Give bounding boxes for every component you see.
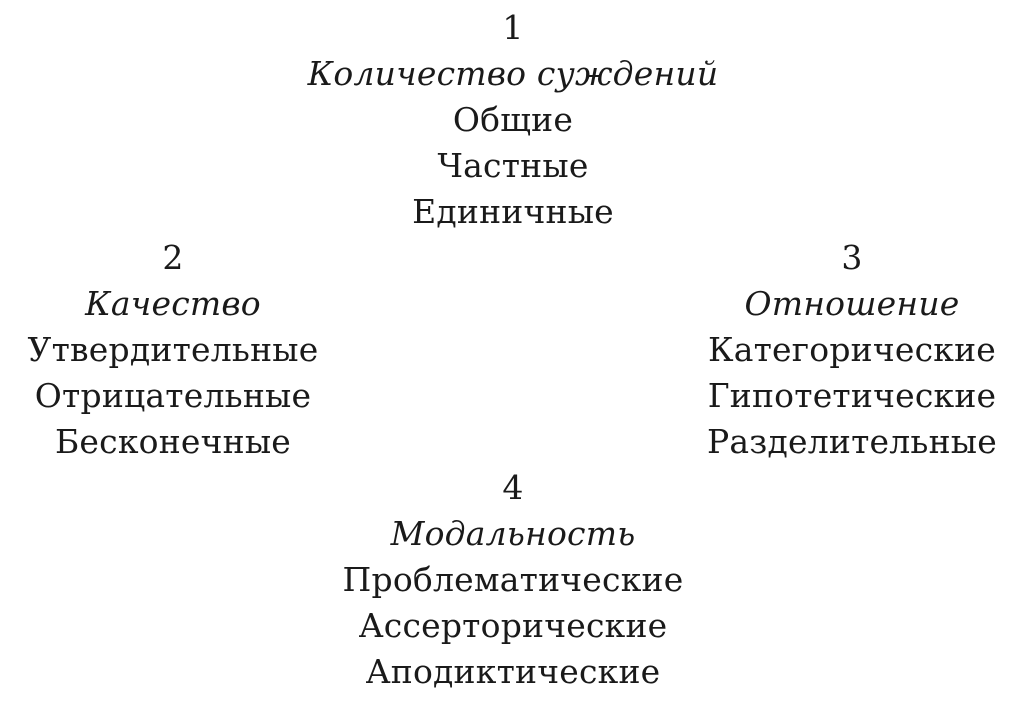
- group-item: Отрицательные: [34, 376, 312, 415]
- group-quality: [28, 235, 319, 465]
- group-number: 2: [162, 238, 184, 277]
- group-item: Разделительные: [707, 422, 997, 461]
- group-number: 4: [502, 468, 524, 507]
- group-item: Проблематические: [342, 560, 684, 599]
- group-item: Категорические: [707, 330, 997, 369]
- group-relation: [707, 235, 997, 465]
- group-number: 3: [841, 238, 863, 277]
- group-item: Утвердительные: [27, 330, 319, 369]
- group-heading: Качество: [85, 284, 261, 323]
- group-item: Единичные: [412, 192, 614, 231]
- group-item: Аподиктические: [365, 652, 661, 691]
- group-item: Бесконечные: [54, 422, 292, 461]
- group-heading: Количество суждений: [307, 54, 719, 93]
- group-quantity: [308, 5, 719, 235]
- group-heading: Модальность: [390, 514, 636, 553]
- group-modality: [343, 465, 684, 695]
- group-item: Общие: [452, 100, 574, 139]
- group-item: Ассерторические: [358, 606, 668, 645]
- group-number: 1: [502, 8, 524, 47]
- group-item: Гипотетические: [707, 376, 997, 415]
- group-heading: Отношение: [744, 284, 960, 323]
- group-item: Частные: [437, 146, 589, 185]
